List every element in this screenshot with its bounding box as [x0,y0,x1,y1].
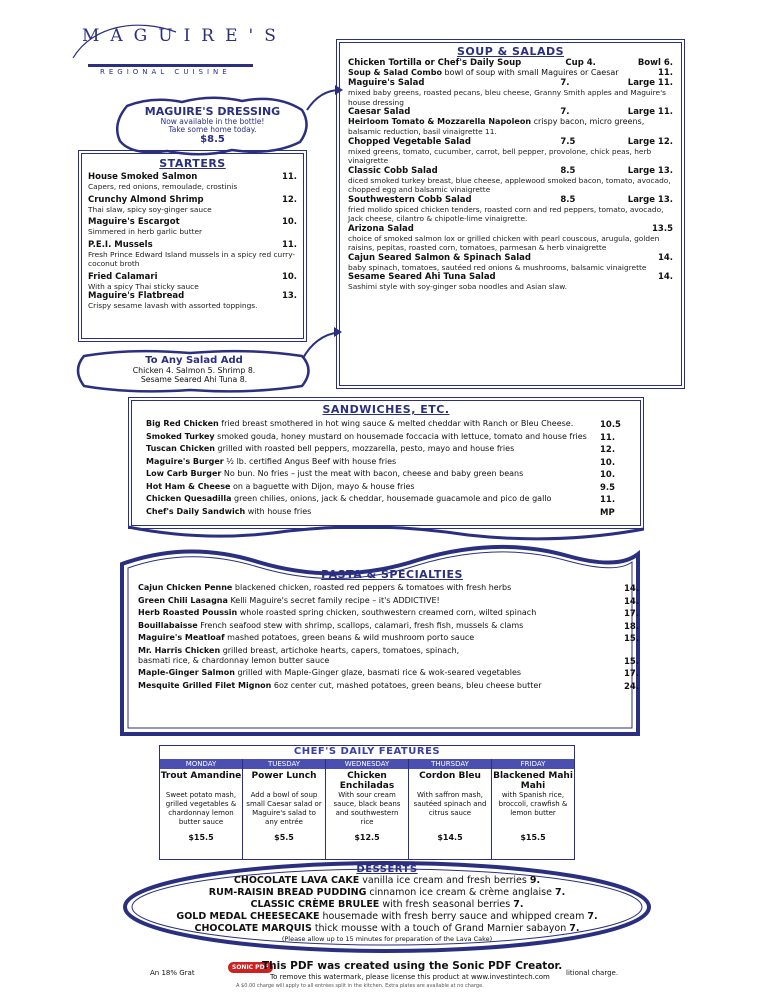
item-name: Bouillabaisse [138,620,198,630]
menu-item [348,195,673,224]
item-desc: Simmered in herb garlic butter [88,227,203,236]
menu-item [138,646,646,656]
dessert-name: CLASSIC CRÈME BRULEE [250,899,380,910]
item-desc: on a baguette with Dijon, mayo & house fries [232,481,415,491]
dressing-line2: Take some home today. [168,125,257,134]
item-desc: fried breast smothered in hot wing sauce & melted cheddar with Ranch or Bleu Cheese. [221,419,574,428]
desserts-title: DESSERTS [356,864,418,875]
dessert-item [132,875,642,887]
item-large-price: 13.5 [652,223,673,234]
watermark-banner: This PDF was created using the Sonic PDF Creator. [262,960,563,972]
item-desc: Kelli Maguire's secret family recipe – it's ADDICTIVE! [230,595,440,605]
item-large-price: Large 12. [627,136,673,147]
item-price: 17. [624,669,640,679]
chef-dish-name: Power Lunch [251,771,317,781]
dessert-desc: vanilla ice cream and fresh berries [362,875,527,886]
item-line [138,681,542,694]
chef-dish-desc: Add a bowl of soup small Caesar salad or Maguire's salad to any entrée [246,791,322,826]
item-name: Southwestern Cobb Salad [348,194,472,205]
item-desc: Thai slaw, spicy soy-ginger sauce [88,204,212,214]
item-name: House Smoked Salmon [88,172,198,182]
item-price: 10. [600,457,616,468]
item-name: Maguire's Salad [348,78,425,88]
item-small-price: 7. [560,107,570,117]
menu-item [88,272,297,292]
item-line [138,596,440,609]
chef-dish-desc: with Spanish rice, broccoli, crawfish & lemon butter [498,791,568,817]
item-name: Sesame Seared Ahi Tuna Salad [348,272,496,282]
dessert-name: CHOCOLATE LAVA CAKE [233,875,360,886]
dessert-name: GOLD MEDAL CHEESECAKE [176,911,320,922]
item-price [624,646,646,656]
item-name: Hot Ham & Cheese [146,481,231,491]
item-desc: French seafood stew with shrimp, scallops, calamari, fresh fish, mussels & clams [200,620,524,630]
item-line [146,457,396,470]
item-name: Maple-Ginger Salmon [138,668,235,677]
chef-day-column [326,759,409,859]
item-name: Mesquite Grilled Filet Mignon [138,680,272,690]
logo-tagline: REGIONAL CUISINE [100,68,231,76]
footer-right-text: litional charge. [566,969,619,977]
item-large-price: Large 13. [627,194,673,205]
item-name: Crunchy Almond Shrimp [88,194,204,205]
item-price: 11. [281,239,297,250]
menu-item [88,195,297,215]
item-name: Maguire's Escargot [88,217,180,227]
chef-dish-price: $12.5 [354,833,380,842]
menu-item [138,621,646,634]
item-small-price: 7.5 [560,136,576,147]
menu-item [146,494,626,507]
item-line [138,656,329,669]
menu-item [88,217,297,237]
item-name: Maguire's Burger [146,456,224,466]
chef-day-label: WEDNESDAY [326,759,408,769]
item-small-price: Cup 4. [565,58,596,68]
pasta-section [124,558,660,753]
item-price: 13. [281,291,297,301]
soup-salads-section [336,39,685,389]
item-line [146,444,514,457]
item-large-price: Large 11. [627,78,673,88]
menu-item [138,633,646,646]
dessert-desc: cinnamon ice cream & crème anglaise [369,887,552,898]
chef-dish-price: $15.5 [520,833,546,842]
item-name: Chicken Quesadilla [146,494,232,503]
item-desc: Crispy sesame lavash with assorted toppings. [88,301,258,310]
item-price: 24. [624,681,640,692]
menu-item [348,166,673,195]
pasta-list [138,583,646,693]
item-small-price: 7. [560,78,570,88]
dessert-name: RUM-RAISIN BREAD PUDDING [208,887,367,898]
menu-item [348,137,673,166]
dessert-price: 7. [513,899,524,910]
item-name: Tuscan Chicken [146,444,215,453]
item-price: 10. [600,470,616,480]
item-desc: with house fries [247,506,312,516]
menu-item [348,78,673,107]
item-name: Maguire's Flatbread [88,291,185,301]
item-large-price: Large 13. [627,165,673,176]
sonic-logo: SONIC PDF [228,962,273,973]
item-price: 11. [281,172,297,182]
item-desc: mashed potatoes, green beans & wild mushroom porto sauce [227,633,475,642]
item-price: MP [600,507,615,518]
sandwiches-list [146,419,626,519]
chef-day-label: FRIDAY [492,759,574,769]
item-name: Cajun Seared Salmon & Spinach Salad [348,252,531,263]
dessert-price: 9. [529,875,541,886]
item-price: 10. [281,217,297,227]
menu-item [146,432,626,445]
chef-day-label: THURSDAY [409,759,491,769]
dessert-item [132,923,642,935]
desserts-section [132,858,642,952]
chef-dish-name: Trout Amandine [160,771,242,781]
item-large-price: Bowl 6. [637,58,673,68]
sandwiches-section [128,397,644,529]
dessert-name: CHOCOLATE MARQUIS [194,923,312,934]
add-salad-line2: Sesame Seared Ahi Tuna 8. [140,375,248,384]
soup-title: SOUP & SALADS [456,45,565,58]
item-name: Chef's Daily Sandwich [146,506,246,516]
item-price: 11. [600,432,616,443]
item-line [146,419,573,432]
item-price: 9.5 [600,482,616,493]
dessert-item [132,887,642,899]
watermark-sub[interactable]: To remove this watermark, please license this product at www.investintech.com [270,973,550,981]
item-small-price: 8.5 [560,165,576,176]
dessert-price: 7. [587,911,598,922]
sandwich-wave [128,525,644,545]
menu-item [138,656,646,669]
item-line [138,633,474,646]
desserts-list [132,875,642,935]
chef-dish-price: $14.5 [437,833,463,842]
item-desc: whole roasted spring chicken, southwestern creamed corn, wilted spinach [239,608,537,617]
item-extra: crispy bacon, micro greens, [533,117,645,126]
dessert-desc: with fresh seasonal berries [382,899,511,910]
menu-item [348,272,673,292]
dressing-title: MAGUIRE'S DRESSING [144,105,281,118]
item-line [138,583,511,596]
item-large-price: 14. [657,272,673,282]
menu-item [146,469,626,482]
item-large-price: 14. [657,252,673,263]
chef-dish-desc: With sour cream sauce, black beans and southwestern rice [333,791,401,826]
chef-day-column [243,759,326,859]
item-name: Fried Calamari [88,271,158,282]
item-desc: 6oz center cut, mashed potatoes, green beans, bleu cheese butter [273,680,542,690]
chef-day-column [160,759,243,859]
footer [0,956,768,994]
menu-item [348,224,673,253]
item-line [138,668,521,681]
add-salad-line1: Chicken 4. Salmon 5. Shrimp 8. [132,366,256,375]
menu-item [138,583,646,596]
menu-item [138,596,646,609]
item-desc: Fresh Prince Edward Island mussels in a spicy red curry-coconut broth [88,249,296,268]
item-desc: mixed baby greens, roasted pecans, bleu cheese, Granny Smith apples and Maguire's house dressing [348,88,666,107]
logo-bar [88,64,253,67]
item-line [138,608,536,621]
menu-item [88,240,297,269]
menu-item [146,444,626,457]
menu-item [348,117,673,137]
chef-dish-price: $5.5 [274,833,294,842]
item-desc: No bun. No fries – just the meat with bacon, cheese and baby green beans [223,469,524,478]
item-name: Cajun Chicken Penne [138,583,233,592]
item-name: Soup & Salad Combo [348,68,442,77]
chef-dish-name: Cordon Bleu [419,771,481,781]
item-desc: balsamic reduction, basil vinaigrette 11. [348,127,497,136]
dressing-price: $8.5 [200,134,225,145]
chef-day-label: TUESDAY [243,759,325,769]
chef-dish-name: Chicken Enchiladas [339,771,395,791]
item-desc: diced smoked turkey breast, blue cheese, applewood smoked bacon, tomato, avocado, chopped egg and balsamic vinaigrette [348,175,671,194]
item-desc: ½ lb. certified Angus Beef with house fries [226,456,397,466]
dessert-desc: thick mousse with a touch of Grand Marnier sabayon [314,923,567,934]
item-name: Mr. Harris Chicken [138,645,221,655]
footer-left-text: An 18% Grat [150,969,195,977]
item-desc: choice of smoked salmon lox or grilled chicken with pearl couscous, arugula, golden raisins, pepitas, roasted corn, tomatoes, parmesan & herb vinaigrette [348,233,660,252]
menu-item [348,253,673,273]
item-price: 15. [624,656,640,667]
item-price: 11. [600,495,616,505]
item-desc: grilled with roasted bell peppers, mozzarella, pesto, mayo and house fries [217,444,515,453]
dressing-line1: Now available in the bottle! [160,117,265,126]
item-name: Heirloom Tomato & Mozzarella Napoleon [348,117,532,126]
item-price: 14. [624,596,640,607]
item-price: 15. [624,634,640,644]
chef-dish-price: $15.5 [188,833,214,842]
item-desc: blackened chicken, roasted red peppers & tomatoes with fresh herbs [234,583,512,592]
menu-item [146,482,626,495]
item-line [138,621,523,634]
dessert-desc: housemade with fresh berry sauce and whipped cream [322,911,585,922]
chef-days [160,759,574,859]
pasta-title: PASTA & SPECIALTIES [321,568,463,581]
item-name: Smoked Turkey [146,431,215,441]
menu-item [138,681,646,694]
chef-dish-desc: With saffron mash, sautéed spinach and citrus sauce [413,791,487,817]
item-name: Low Carb Burger [146,469,222,478]
item-line [146,494,551,507]
item-desc: grilled with Maple-Ginger glaze, basmati rice & wok-seared vegetables [237,668,522,677]
item-large-price: 11. [657,68,673,78]
menu-item [138,608,646,621]
dressing-promo [120,100,305,152]
item-name: Classic Cobb Salad [348,165,438,176]
item-price: 17. [624,609,640,619]
item-extra: bowl of soup with small Maguires or Caesar [444,68,619,77]
chef-dish-desc: Sweet potato mash, grilled vegetables & chardonnay lemon butter sauce [165,791,237,826]
menu-item [348,58,673,68]
starters-section [78,150,307,342]
item-desc: With a spicy Thai sticky sauce [88,281,199,291]
item-desc: mixed greens, tomato, cucumber, carrot, bell pepper, provolone, chick peas, herb vinaigrette [348,146,652,165]
chef-features [159,745,575,860]
menu-item [138,668,646,681]
item-desc: grilled breast, artichoke hearts, capers, tomatoes, spinach, [222,645,460,655]
item-name: Maguire's Meatloaf [138,633,225,642]
chef-dish-name: Blackened Mahi Mahi [493,771,573,791]
item-line [146,469,523,482]
dessert-price: 7. [569,923,580,934]
menu-item [146,507,626,520]
item-desc: Capers, red onions, remoulade, crostinis [88,182,238,191]
item-name: Big Red Chicken [146,419,219,428]
dessert-price: 7. [554,887,566,898]
logo-name: MAGUIRE'S [82,26,287,46]
item-name: P.E.I. Mussels [88,239,153,250]
item-line [146,482,415,495]
starters-list [88,172,297,311]
item-price: 12. [281,194,297,205]
menu-item [146,457,626,470]
item-price: 10.5 [600,420,621,430]
item-large-price: Large 11. [627,107,673,117]
item-name: Arizona Salad [348,223,414,234]
chef-title: CHEF'S DAILY FEATURES [293,746,441,757]
item-desc: smoked gouda, honey mustard on housemade foccacia with lettuce, tomato and house fries [217,431,587,441]
item-price: 14. [624,584,640,594]
item-desc: fried molido spiced chicken tenders, roasted corn and red peppers, tomato, avocado, Jack cheese, cilantro & chipotle-lime vinaigrette. [348,204,664,223]
add-salad [78,353,310,389]
chef-day-label: MONDAY [160,759,242,769]
item-small-price: 8.5 [560,194,576,205]
item-name: Chopped Vegetable Salad [348,136,471,147]
item-name: Green Chili Lasagna [138,595,228,605]
item-price: 18. [624,621,640,632]
item-name: Chicken Tortilla or Chef's Daily Soup [348,58,522,68]
menu-item [88,172,297,192]
menu-item [146,419,626,432]
chef-day-column [409,759,492,859]
menu-item [88,291,297,311]
dessert-item [132,911,642,923]
item-desc: baby spinach, tomatoes, sautéed red onions & mushrooms, balsamic vinaigrette [348,262,647,272]
item-price: 10. [281,271,297,282]
menu-item [348,107,673,117]
item-name: Caesar Salad [348,107,411,117]
chef-day-column [492,759,574,859]
item-line [146,507,311,520]
footer-tiny-text: A $0.00 charge will apply to all entrées split in the kitchen. Extra plates are available at no charge. [236,983,484,989]
desserts-note: (Please allow up to 15 minutes for preparation of the Lava Cake) [281,935,493,943]
starters-title: STARTERS [159,157,226,170]
item-desc: basmati rice, & chardonnay lemon butter sauce [138,655,330,665]
sandwiches-title: SANDWICHES, ETC. [322,403,450,416]
item-name: Herb Roasted Poussin [138,608,238,617]
item-price: 12. [600,445,616,455]
add-salad-title: To Any Salad Add [145,355,243,366]
menu-item [348,68,673,78]
item-line [138,646,459,656]
item-desc: green chilies, onions, jack & cheddar, housemade guacamole and pico de gallo [234,494,552,503]
dessert-item [132,899,642,911]
item-desc: Sashimi style with soy-ginger soba noodles and Asian slaw. [348,282,567,291]
item-line [146,432,587,445]
